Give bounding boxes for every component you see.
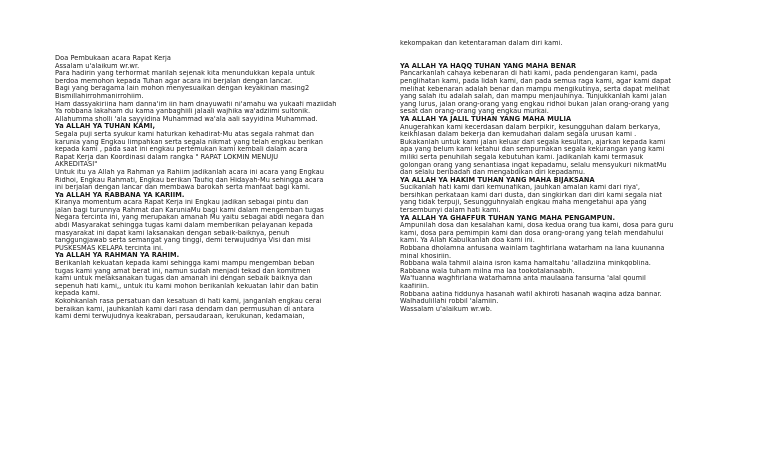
text-line: Ham dassyakiriina ham danna'im iin ham dnayuwafii ni'amahu wa yukaafi maziidah	[55, 100, 337, 108]
text-line: kepada kami , pada saat ini engkau pertemukan kami kembali dalam acara	[55, 146, 308, 154]
text-line: kekompakan dan ketentaraman dalam diri kami.	[400, 40, 563, 47]
text-line: Sucikanlah hati kami dari kemunafikan, jauhkan amalan kami dari riya',	[400, 184, 641, 192]
text-line: Untuk itu ya Allah ya Rahman ya Rahiim jadikanlah acara ini acara yang Engkau	[55, 168, 324, 176]
left-column	[55, 55, 385, 321]
text-line: kami untuk melaksanakan tugas dan amanah ini dengan sebaik baiknya dan	[55, 275, 313, 283]
text-line: melihat kebenaran adalah benar dan mampu mengikutinya, serta dapat melihat	[400, 85, 670, 93]
text-line: Segala puji serta syukur kami haturkan kehadirat-Mu atas segala rahmat dan	[55, 130, 315, 138]
text-line: ini berjalan dengan lancar dan membawa barokah serta manfaat bagi kami.	[55, 184, 310, 192]
text-line: golongan orang yang senantiasa ingat kepadamu, selalu mensyukuri nikmatMu	[400, 161, 667, 169]
text-line: Rabbana wala tuham milna ma laa tookotalanaabih.	[400, 267, 575, 275]
section-heading: Ya ALLAH YA TUHAN KAMI,	[55, 123, 156, 131]
text-line: Wa'fuanna waghfirlana watarhamna anta maulaana fansurna 'alal qoumil	[400, 275, 646, 283]
text-line: karunia yang Engkau limpahkan serta segala nikmat yang telah engkau berikan	[55, 138, 323, 146]
text-line: Bismillahirrohmanirrohiim.	[55, 92, 144, 100]
text-line: Robbana dholamna anfusana wainlam taghfirlana watarham na lana kuunanna	[400, 245, 665, 253]
text-line: tanggungjawab serta semangat yang tinggi, demi terwujudnya Visi dan misi	[55, 237, 311, 245]
text-line: kepada kami.	[55, 290, 100, 298]
text-line: Ridhoi, Engkau Rahmati, Engkau berikan Taufiq dan Hidayah-Mu sehingga acara	[55, 176, 324, 184]
text-line: Robbana wala tahmil alaina isron kama hamaltahu 'alladziina minkqoblina.	[400, 260, 651, 268]
text-line: berdoa memohon kepada Tuhan agar acara ini berjalan dengan lancar.	[55, 77, 293, 85]
text-line: Rapat Kerja dan Koordinasi dalam rangka " RAPAT LOKMIN MENUJU	[55, 153, 279, 161]
text-line: PUSKESMAS KELAPA tercinta ini.	[55, 244, 164, 252]
text-line: kami demi terwujudnya keakraban, persaudaraan, kerukunan, kedamaian,	[55, 313, 305, 321]
text-line: miliki serta penuhilah segala kebutuhan kami. Jadikanlah kami termasuk	[400, 153, 644, 161]
text-line: yang salah itu adalah salah, dan mampu menjauhinya. Tunjukkanlah kami jalan	[400, 93, 667, 101]
text-line: yang lurus, jalan orang-orang yang engkau ridhoi bukan jalan orang-orang yang	[400, 100, 670, 108]
text-line: beraikan kami, jauhkanlah kami dari rasa dendam dan permusuhan di antara	[55, 305, 315, 313]
text-line: dan selalu beribadah dan mengabdikan diri kepadamu.	[400, 169, 586, 177]
blank-line	[400, 55, 760, 63]
text-line: Doa Pembukaan acara Rapat Kerja	[55, 55, 172, 62]
text-line: Ampunilah dosa dan kesalahan kami, dosa kedua orang tua kami, dosa para guru	[400, 222, 674, 230]
text-line: abdi Masyarakat sehingga tugas kami dalam memberikan pelayanan kepada	[55, 222, 313, 230]
text-line: Kiranya momentum acara Rapat Kerja ini Engkau jadikan sebagai pintu dan	[55, 199, 309, 207]
text-line: kami. Ya Allah Kabulkanlah doa kami ini.	[400, 237, 535, 245]
text-line: Allahumma sholli 'ala sayyidina Muhammad wa'ala aali sayyidina Muhammad.	[55, 115, 318, 123]
text-line: penglihatan kami, pada lidah kami, dan pada semua raga kami, agar kami dapat	[400, 77, 672, 85]
text-line: Para hadirin yang terhormat marilah sejenak kita menundukkan kepala untuk	[55, 70, 315, 78]
text-line: Kokohkanlah rasa persatuan dan kesatuan di hati kami, janganlah engkau cerai	[55, 298, 322, 305]
section-heading: YA ALLAH YA GHAFFUR TUHAN YANG MAHA PENGAMPUN.	[400, 214, 616, 222]
text-line: jalan bagi turunnya Rahmat dan KaruniaMu bagi kami dalam mengemban tugas	[55, 206, 324, 214]
section-heading: YA ALLAH YA HAKIM TUHAN YANG MAHA BIJAKSANA	[400, 176, 595, 184]
text-line: keikhlasan dalam bekerja dan kemudahan dalam segala urusan kami .	[400, 131, 637, 139]
text-line: minal khosiriin.	[400, 252, 452, 260]
text-line: sepenuh hati kami,, untuk itu kami mohon berikanlah kekuatan lahir dan batin	[55, 282, 319, 290]
text-line: kaafiriin.	[400, 283, 430, 290]
text-line: Assalam u'alaikum wr.wr.	[55, 62, 140, 70]
text-line: Bagi yang beragama lain mohon menyesuaikan dengan keyakinan masing2	[55, 85, 310, 93]
text-line: Robbana aatina fiddunya hasanah wafil akhiroti hasanah waqina adza bannar.	[400, 290, 662, 298]
text-line: sesat dan orang-orang yang engkau murkai.	[400, 108, 549, 116]
text-line: Pancarkanlah cahaya kebenaran di hati kami, pada pendengaran kami, pada	[400, 70, 658, 78]
section-heading: Ya ALLAH YA RAHMAN YA RAHIM.	[55, 252, 180, 260]
text-line: yang tidak terpuji, Sesungguhnyalah engkau maha mengetahui apa yang	[400, 199, 647, 207]
blank-line	[400, 48, 760, 56]
text-line: Berikanlah kekuatan kepada kami sehingga kami mampu mengemban beban	[55, 260, 315, 268]
text-line: Negara tercinta ini, yang merupakan amanah Mu yaitu sebagai abdi negara dan	[55, 214, 324, 222]
text-line: masyarakat ini dapat kami laksanakan dengan sebaik-baiknya, penuh	[55, 229, 290, 237]
text-line: apa yang belum kami ketahui dan sempurnakan segala kekurangan yang kami	[400, 146, 665, 154]
section-heading: Ya ALLAH YA RABBANA YA KARIIM.	[55, 191, 185, 199]
text-line: bersihkan perkataan kami dari dusta, dan singkirkan dari diri kami segala niat	[400, 191, 662, 199]
text-line: Anugerahkan kami kecerdasan dalam berpikir, kesungguhan dalam berkarya,	[400, 123, 661, 131]
text-line: kami, dosa para pemimpin kami dan dosa orang-orang yang telah mendahului	[400, 229, 664, 237]
text-line: Ya robbana lakaham du kama yanbaghiili jalaali wajhika wa'adziimi sultonik.	[55, 108, 311, 116]
text-line: Walhadulillahi robbil 'alamiin.	[400, 298, 499, 306]
text-line: tugas kami yang amat berat ini, namun sudah menjadi tekad dan komitmen	[55, 267, 311, 275]
text-line: Wassalam u'alaikum wr.wb.	[400, 305, 493, 313]
text-line: AKREDITASI"	[55, 161, 98, 169]
section-heading: YA ALLAH YA JALIL TUHAN YANG MAHA MULIA	[400, 115, 572, 123]
section-heading: YA ALLAH YA HAQQ TUHAN YANG MAHA BENAR	[400, 62, 577, 70]
right-column	[400, 40, 760, 313]
text-line: Bukakanlah untuk kami jalan keluar dari segala kesulitan, ajarkan kepada kami	[400, 138, 666, 146]
text-line: tersembunyi dalam hati kami.	[400, 207, 501, 215]
